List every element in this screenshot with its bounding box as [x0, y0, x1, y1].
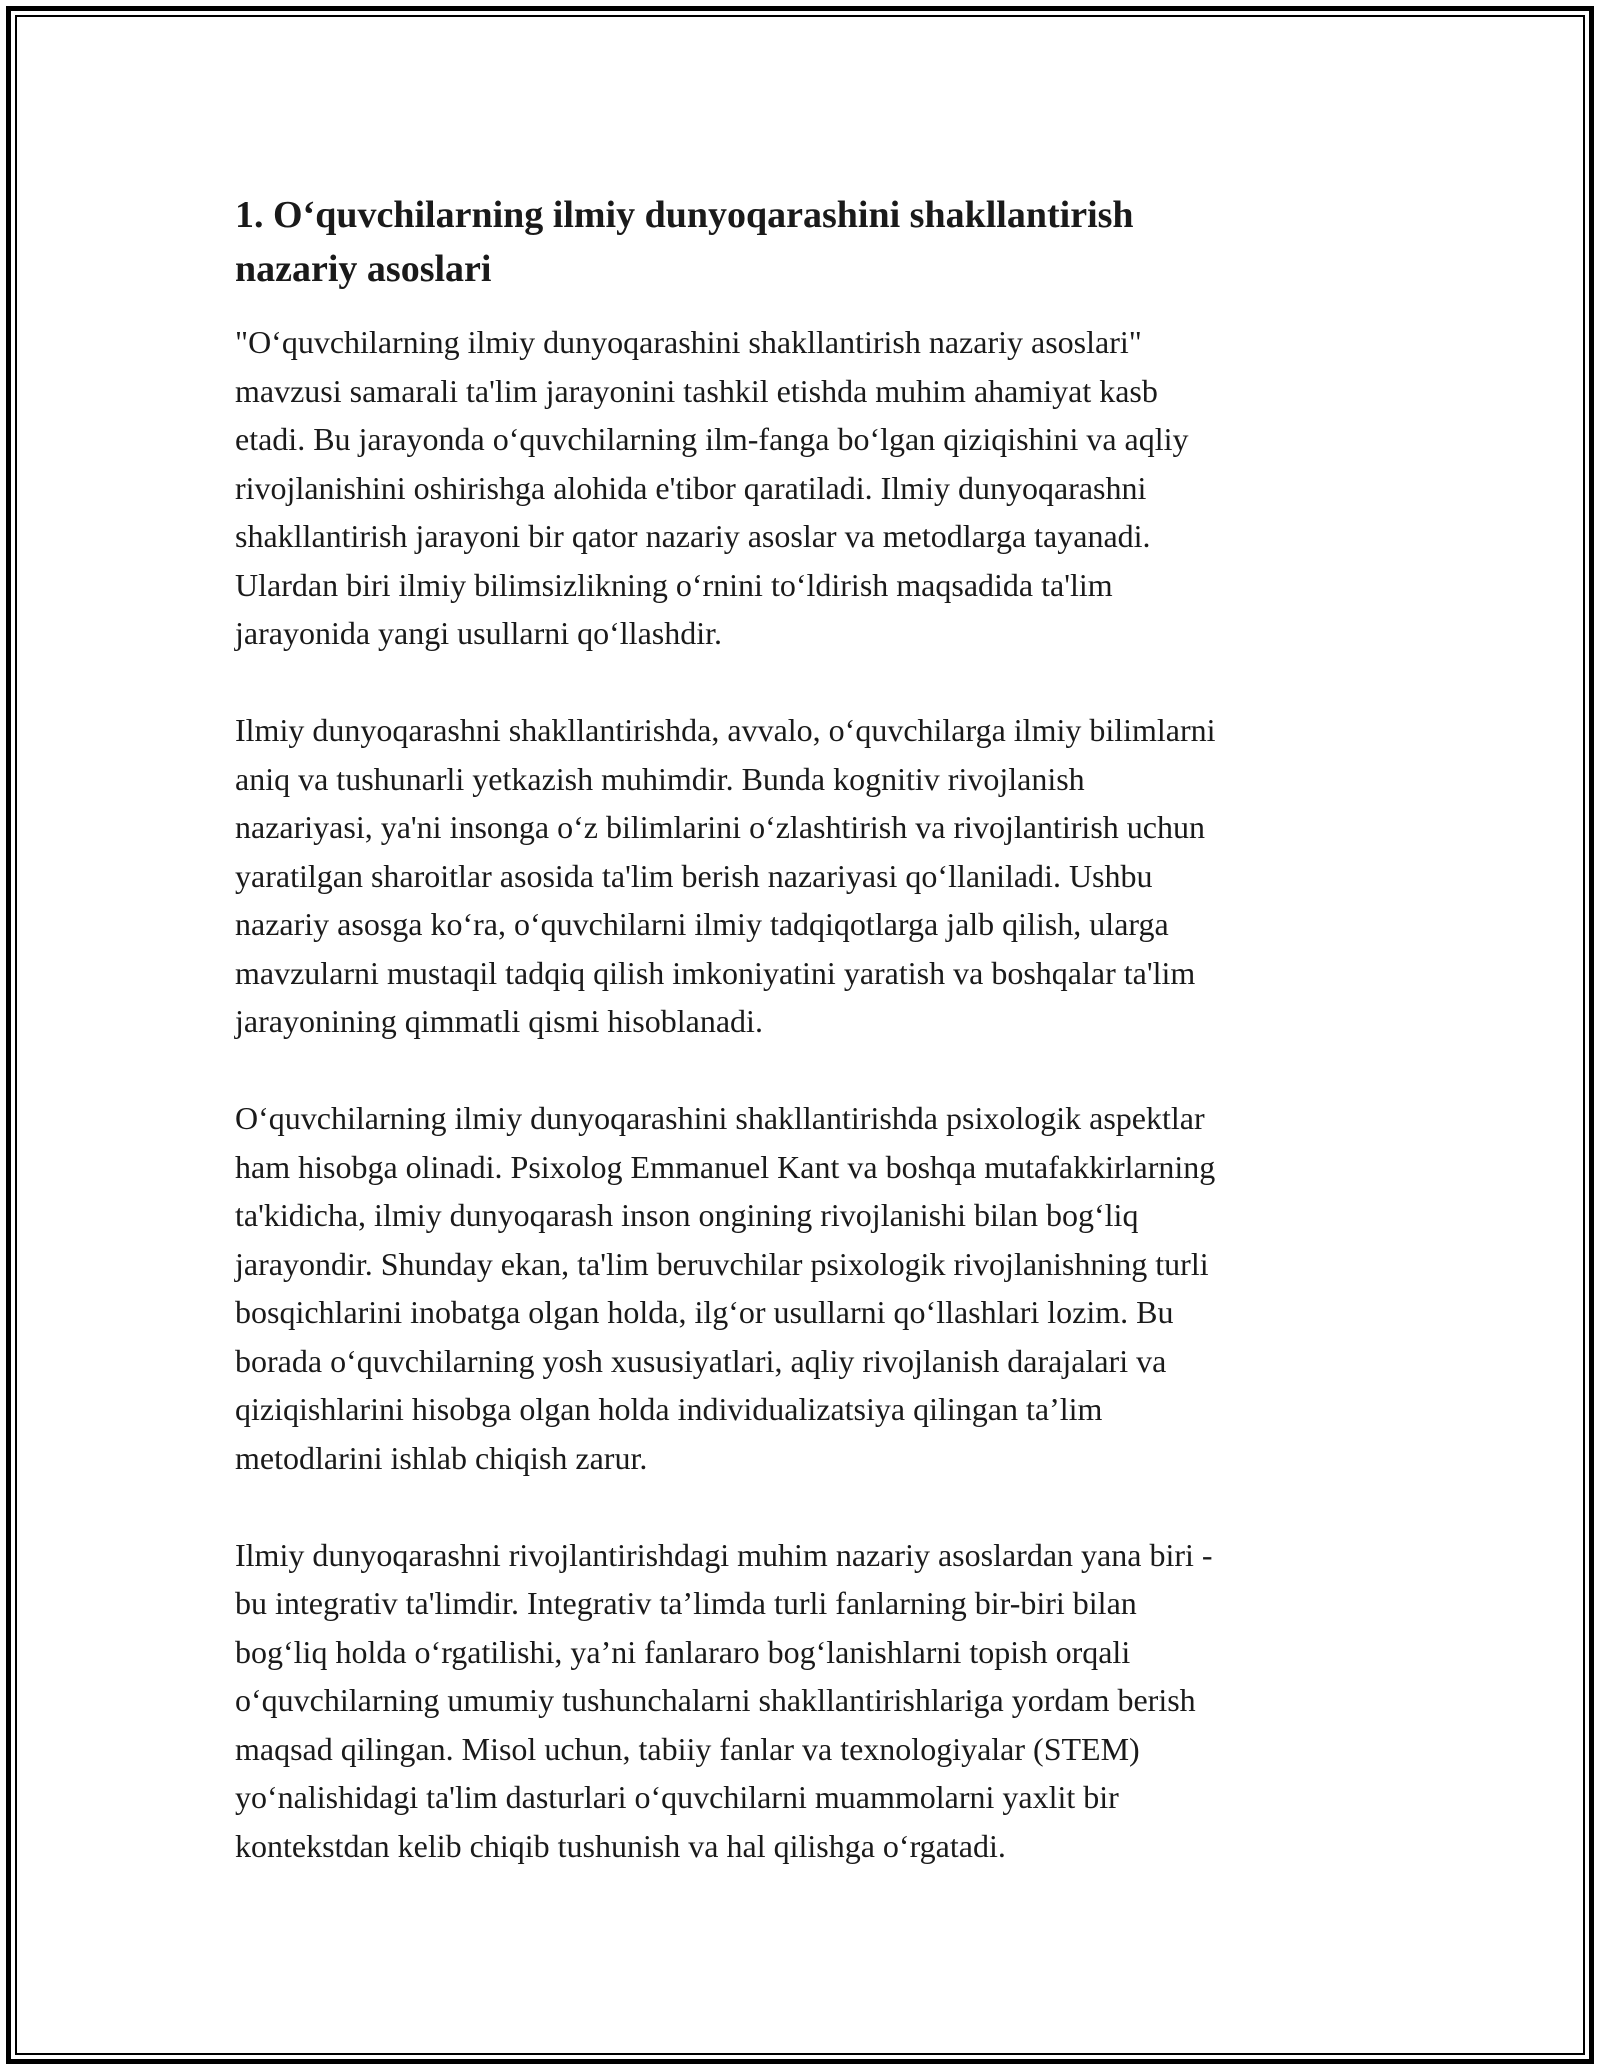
paragraph-line: mavzularni mustaqil tadqiq qilish imkoniyatini yaratish va boshqalar ta'lim — [235, 954, 1196, 991]
section-title — [235, 188, 1370, 296]
paragraph-line: rivojlanishini oshirishga alohida e'tibor qaratiladi. Ilmiy dunyoqarashni — [235, 469, 1147, 506]
paragraph-line: shakllantirish jarayoni bir qator nazariy asoslar va metodlarga tayanadi. — [235, 518, 1151, 554]
paragraph-line: "O‘quvchilarning ilmiy dunyoqarashini shakllantirish nazariy asoslari" — [235, 324, 1142, 360]
paragraph-line: kontekstdan kelib chiqib tushunish va hal qilishga o‘rgatadi. — [235, 1827, 1006, 1864]
paragraph-line: etadi. Bu jarayonda o‘quvchilarning ilm-fanga bo‘lgan qiziqishini va aqliy — [235, 421, 1189, 457]
paragraph-3 — [235, 1094, 1370, 1482]
body-text — [235, 318, 1370, 1870]
paragraph-line: jarayonining qimmatli qismi hisoblanadi. — [235, 1003, 763, 1039]
paragraph-line: Ulardan biri ilmiy bilimsizlikning o‘rnini to‘ldirish maqsadida ta'lim — [235, 566, 1113, 603]
document-page — [235, 188, 1370, 1870]
paragraph-line: yaratilgan sharoitlar asosida ta'lim berish nazariyasi qo‘llaniladi. Ushbu — [235, 857, 1153, 894]
paragraph-line: bog‘liq holda o‘rgatilishi, ya’ni fanlararo bog‘lanishlarni topish orqali — [235, 1633, 1131, 1670]
paragraph-line: bosqichlarini inobatga olgan holda, ilg‘or usullarni qo‘llashlari lozim. Bu — [235, 1294, 1174, 1330]
paragraph-line: metodlarini ishlab chiqish zarur. — [235, 1439, 648, 1476]
paragraph-line: jarayondir. Shunday ekan, ta'lim beruvchilar psixologik rivojlanishning turli — [235, 1245, 1209, 1282]
paragraph-line: O‘quvchilarning ilmiy dunyoqarashini shakllantirishda psixologik aspektlar — [235, 1100, 1205, 1136]
paragraph-line: Ilmiy dunyoqarashni rivojlantirishdagi muhim nazariy asoslardan yana biri - — [235, 1536, 1213, 1573]
paragraph-line: bu integrativ ta'limdir. Integrativ ta’limda turli fanlarning bir-biri bilan — [235, 1585, 1137, 1621]
paragraph-line: ta'kidicha, ilmiy dunyoqarash inson ongining rivojlanishi bilan bog‘liq — [235, 1197, 1139, 1233]
paragraph-line: o‘quvchilarning umumiy tushunchalarni shakllantirishlariga yordam berish — [235, 1682, 1196, 1718]
paragraph-line: jarayonida yangi usullarni qo‘llashdir. — [235, 615, 722, 651]
paragraph-line: aniq va tushunarli yetkazish muhimdir. Bunda kognitiv rivojlanish — [235, 760, 1085, 797]
paragraph-line: borada o‘quvchilarning yosh xususiyatlari, aqliy rivojlanish darajalari va — [235, 1342, 1167, 1379]
paragraph-line: maqsad qilingan. Misol uchun, tabiiy fanlar va texnologiyalar (STEM) — [235, 1730, 1140, 1767]
section-title-line-2: nazariy asoslari — [235, 248, 492, 290]
paragraph-line: Ilmiy dunyoqarashni shakllantirishda, avvalo, o‘quvchilarga ilmiy bilimlarni — [235, 712, 1216, 748]
paragraph-line: ham hisobga olinadi. Psixolog Emmanuel Kant va boshqa mutafakkirlarning — [235, 1148, 1216, 1185]
paragraph-line: nazariyasi, ya'ni insonga o‘z bilimlarini o‘zlashtirish va rivojlantirish uchun — [235, 809, 1205, 845]
paragraph-1 — [235, 318, 1370, 658]
paragraph-4 — [235, 1531, 1370, 1871]
paragraph-line: yo‘nalishidagi ta'lim dasturlari o‘quvchilarni muammolarni yaxlit bir — [235, 1779, 1119, 1815]
paragraph-2 — [235, 706, 1370, 1046]
paragraph-line: qiziqishlarini hisobga olgan holda individualizatsiya qilingan ta’lim — [235, 1391, 1103, 1427]
section-title-line-1: 1. O‘quvchilarning ilmiy dunyoqarashini shakllantirish — [235, 194, 1134, 236]
paragraph-line: mavzusi samarali ta'lim jarayonini tashkil etishda muhim ahamiyat kasb — [235, 372, 1158, 409]
paragraph-line: nazariy asosga ko‘ra, o‘quvchilarni ilmiy tadqiqotlarga jalb qilish, ularga — [235, 906, 1169, 942]
